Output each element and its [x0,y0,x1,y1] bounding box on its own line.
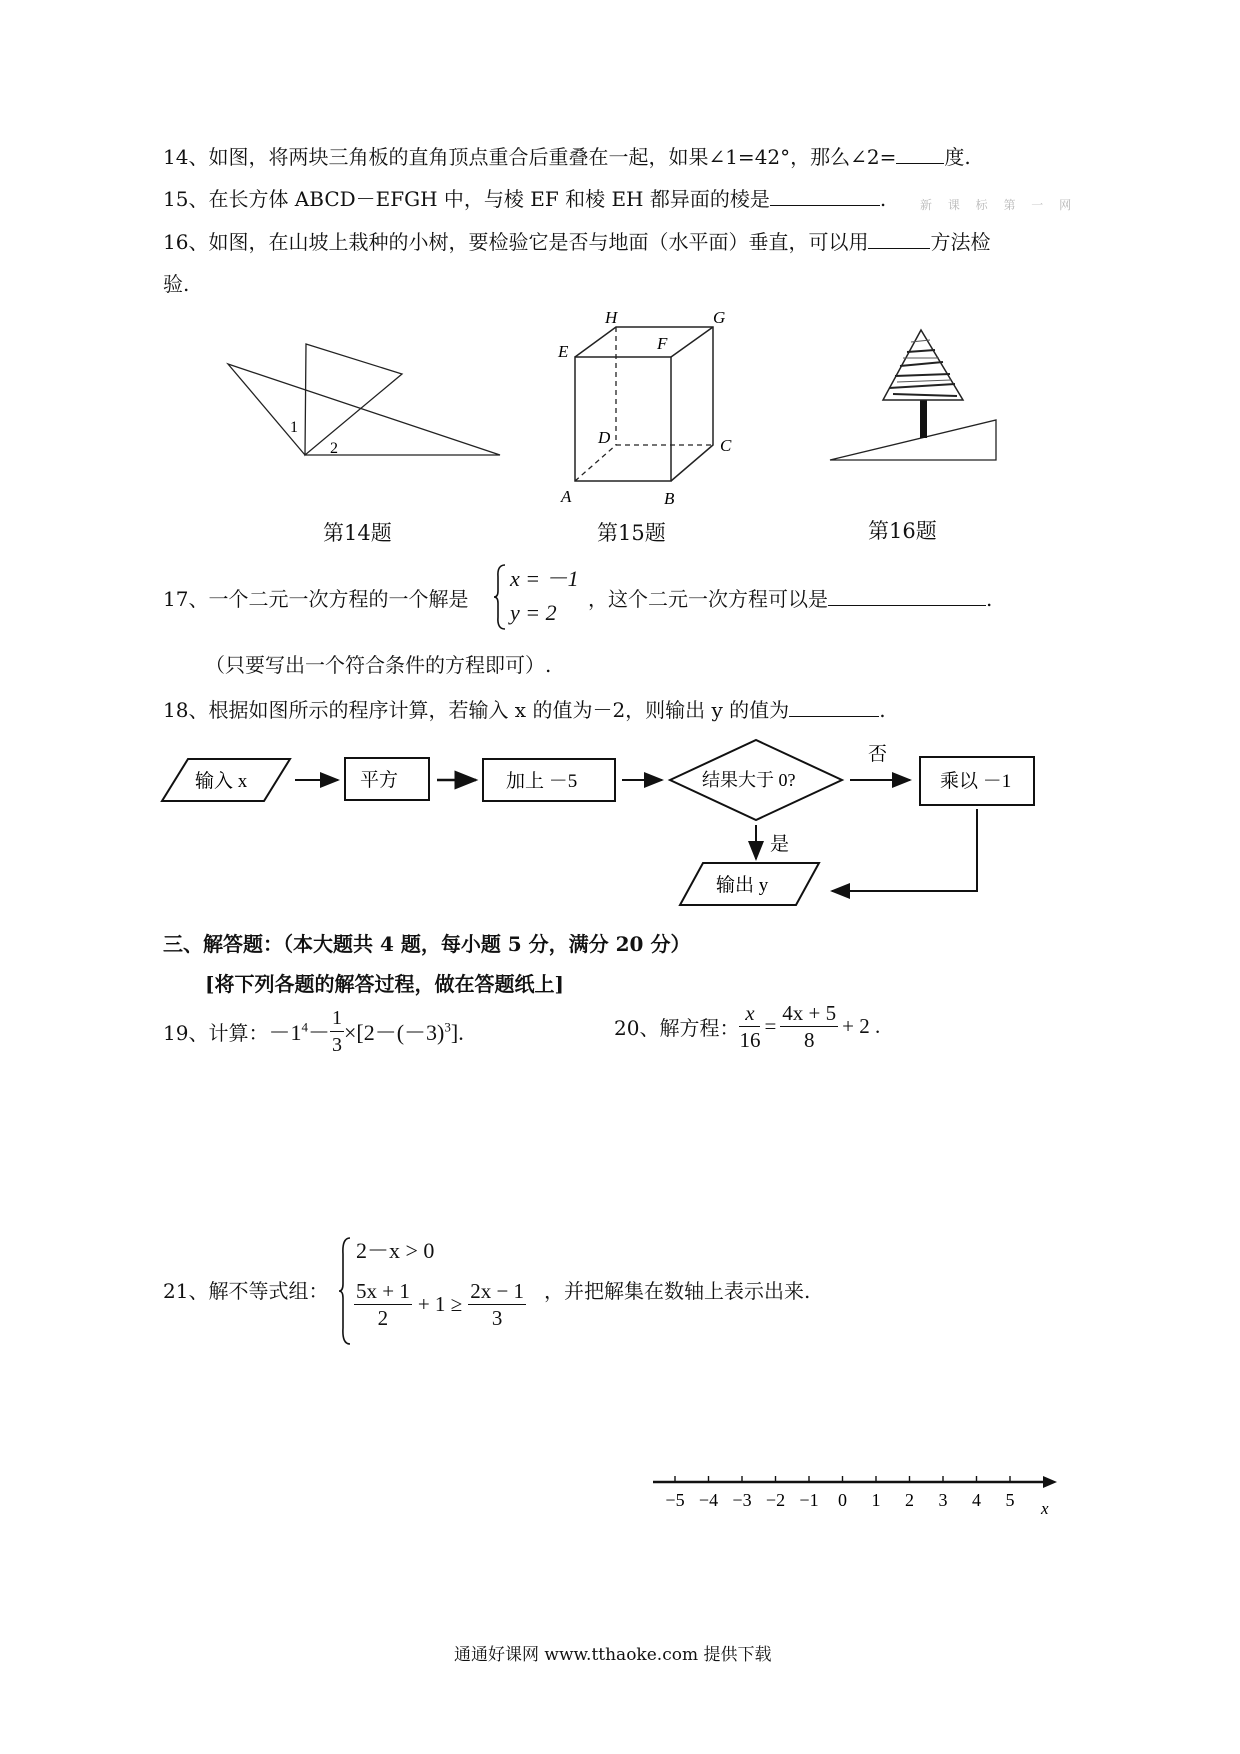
question-19 [163,1005,464,1058]
angle-2-label: 2 [330,440,338,457]
question-16 [163,228,990,256]
vertex-D: D [598,428,611,447]
inequality-brace [338,1236,352,1346]
flowchart [150,735,1050,915]
output-label: 输出 y [716,875,769,896]
axis-x-label: x [1041,1499,1049,1518]
inequality-1: 2－x > 0 [356,1238,435,1263]
yes-label: 是 [770,834,790,855]
question-15-text: 15、在长方体 ABCD－EFGH 中，与棱 EF 和棱 EH 都异面的棱是 [163,187,770,211]
fraction-x-16 [739,1000,760,1053]
q20-equals: = [764,1014,777,1038]
answer-blank-18[interactable] [789,696,879,717]
question-15-suffix: . [879,187,887,211]
q19-term-b [344,1020,464,1045]
question-20-label: 20、解方程： [614,1016,740,1040]
question-17-text: 17、一个二元一次方程的一个解是 [163,587,469,611]
q20-right-numerator: 4x + 5 [782,1001,837,1025]
decision-label: 结果大于 0? [702,770,796,790]
square-label: 平方 [360,770,399,791]
question-16-text-end: 方法检 [930,230,991,254]
figure-15-caption: 第15题 [597,521,666,545]
q20-tail: + 2 . [842,1014,881,1038]
q19-exponent-3: 3 [444,1019,451,1035]
fraction-2x1-3 [468,1278,526,1331]
question-14-text: 14、如图，将两块三角板的直角顶点重合后重叠在一起，如果∠1=42°，那么∠2= [163,145,897,169]
vertex-A: A [561,487,572,505]
q21-middle: + 1 ≥ [417,1292,463,1316]
q19-numerator: 1 [330,1005,344,1032]
q21-numerator-1: 5x + 1 [356,1279,410,1303]
figure-14-triangles [220,330,510,460]
multiply-label: 乘以 －1 [940,771,1012,792]
question-19-label: 19、计算： [163,1021,269,1045]
question-14 [163,143,971,171]
q21-numerator-2: 2x − 1 [470,1279,525,1303]
number-line-tick-label: 1 [871,1490,881,1510]
question-16-text: 16、如图，在山坡上栽种的小树，要检验它是否与地面（水平面）垂直，可以用 [163,230,869,254]
fraction-one-third [330,1005,344,1058]
q19-minus: － [307,1020,330,1045]
q19-denominator: 3 [331,1034,342,1056]
number-line-tick-label: −2 [765,1490,786,1510]
number-line-tick-label: 3 [938,1490,948,1510]
input-label: 输入 x [195,771,248,792]
q20-left-denominator: 16 [739,1028,761,1052]
answer-blank-14[interactable] [896,143,944,164]
equation-y: y = 2 [510,600,557,625]
vertex-C: C [720,436,732,455]
question-18-text: 18、根据如图所示的程序计算，若输入 x 的值为－2，则输出 y 的值为 [163,698,790,722]
number-line-tick-label: 4 [972,1490,981,1510]
vertex-G: G [713,308,726,327]
q20-right-denominator: 8 [803,1028,815,1052]
figure-14-caption: 第14题 [323,521,392,545]
watermark-text: 新 课 标 第 一 网 [920,198,1078,212]
vertex-F: F [657,334,668,353]
left-brace [493,563,507,631]
answer-blank-17[interactable] [828,585,986,606]
question-17-cont [588,585,992,613]
q19-expr-c: ]. [450,1020,464,1045]
q21-denominator-2: 3 [491,1306,503,1330]
question-16-line2: 验. [163,272,190,296]
figure-16-tree-on-slope [825,322,1005,462]
fraction-4x5-8 [780,1000,838,1053]
section-3-instruction: [将下列各题的解答过程，做在答题纸上] [205,972,564,996]
number-line-tick-label: 2 [905,1490,914,1510]
q19-exponent-4: 4 [301,1019,308,1035]
question-17-note: （只要写出一个符合条件的方程即可）. [205,653,552,677]
vertex-B: B [664,489,675,505]
q19-expr-a: －1 [268,1020,302,1045]
figure-15-cuboid [550,305,740,505]
answer-blank-15[interactable] [770,185,880,206]
number-line-tick-label: 5 [1005,1490,1015,1510]
no-label: 否 [868,744,888,765]
vertex-E: E [558,342,569,361]
number-line-tick-label: −3 [732,1490,752,1510]
question-17-middle: ，这个二元一次方程可以是 [588,587,828,611]
question-14-suffix: 度. [944,145,971,169]
number-line-tick-label: 0 [838,1490,847,1510]
q19-term-a [268,1020,330,1045]
question-18-suffix: . [879,698,886,722]
number-line-tick-label: −5 [665,1490,685,1510]
q21-denominator-1: 2 [377,1306,389,1330]
q19-expr-b: ×[2－(－3) [343,1020,445,1045]
equation-x: x = －1 [510,566,579,591]
answer-blank-16[interactable] [868,228,930,249]
figure-16-caption: 第16题 [868,519,937,543]
fraction-5x1-2 [354,1278,412,1331]
question-21-label: 21、解不等式组： [163,1279,329,1303]
question-17-suffix: . [986,587,993,611]
footer-text: 通通好课网 www.tthaoke.com 提供下载 [454,1645,772,1665]
question-15 [163,185,886,213]
inequality-2 [354,1278,526,1331]
question-20 [614,1000,880,1053]
add-label: 加上 －5 [506,771,578,792]
question-21-suffix: ，并把解集在数轴上表示出来. [544,1279,811,1303]
number-line-tick-label: −4 [698,1490,719,1510]
q20-left-numerator: x [739,1000,760,1027]
angle-1-label: 1 [290,419,298,436]
number-line [645,1462,1065,1522]
question-18 [163,696,886,724]
section-3-title: 三、解答题：（本大题共 4 题，每小题 5 分，满分 20 分） [163,932,691,956]
number-line-tick-label: −1 [799,1490,819,1510]
vertex-H: H [605,308,618,327]
